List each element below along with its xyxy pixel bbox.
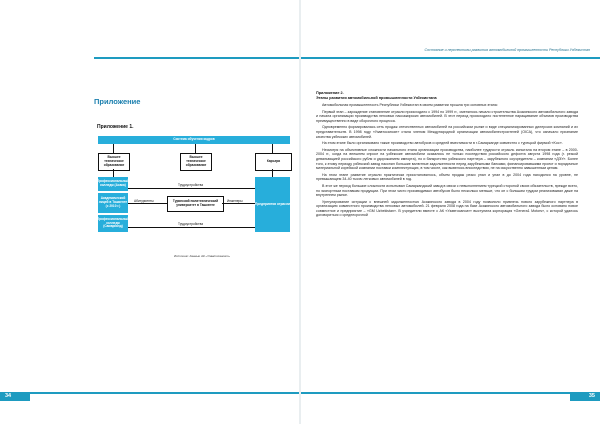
label-bachelors: Абитуриенты bbox=[134, 199, 154, 203]
diagram-box-lyceum: Академический лицей в Ташкенте (с 2010 г.) bbox=[98, 193, 128, 213]
appendix-title: Этапы развития автомобильной промышленности Узбекистана bbox=[316, 95, 437, 100]
footer-rule bbox=[301, 392, 570, 394]
paragraph: Первый этап – зарождение становление отрасли происходило с 1994 по 1999 гг., сменилось начало строительства Асакинского автомобильного завода и начала организации производства легковых пассажирских автомобилей. В этот период происходило постепенное наращивание объемов производства преимущественно в виде сборочного процесса. bbox=[316, 109, 578, 123]
page-number-right: 35 bbox=[588, 393, 595, 399]
page-heading: Приложение bbox=[94, 97, 141, 106]
paragraph: Несмотря на объективные сложности начального этапа организации производства, наиболее трудности отрасль испытала на втором этапе – в 2000-2004 гг., когда на внешнем спросе на узбекские автомобили оказались не только последствия российского дефолта августа 1998 года (г. резкой девальвацией российского рубля и удорожанием импорта), но и банкротство узбекского партнера – зарубежного соучредителя – компании «ДЭУ». Более того, к этому периоду узбекский завод накопил большие валютные задолженности перед зарубежными банками, финансировавшими проект и порядочные материальной корейской компании поставки комплектующих, в том числе, как вывелось впоследствии, не на искусственно завышенным ценам. bbox=[316, 147, 578, 171]
connector bbox=[272, 169, 273, 177]
paragraph: Одновременно формировалась сеть продаж отечественных автомобилей на российском рынке и виде специализированных дилерских компаний и их представительств. В 1998 году «Узавтосаноат» стала членом Международной организации автомобилестроителей (OICA), что означало признание качества узбекских автомобилей. bbox=[316, 125, 578, 139]
diagram-box-college-asaka: Профессиональный колледж (Асака) bbox=[98, 177, 128, 191]
appendix-number: Приложение 2. bbox=[316, 91, 344, 95]
connector-engineers bbox=[222, 203, 255, 204]
diagram-source-caption: Источник: данные АК «Узавтосаноат» bbox=[174, 254, 231, 258]
connector bbox=[272, 144, 273, 153]
diagram-box-university: Туринский политехнический университет в Ташкенте bbox=[167, 196, 224, 212]
connector-top-employment bbox=[128, 188, 255, 189]
diagram-box-college-samarkand: Профессиональный колледж (Самарканд) bbox=[98, 215, 128, 232]
body-text bbox=[316, 103, 578, 220]
appendix-number: Приложение 1. bbox=[97, 124, 134, 130]
diagram-title: Система обучения кадров bbox=[98, 136, 290, 144]
running-header: Состояние и перспективы развития автомобильной промышленности Республики Узбекистан bbox=[424, 48, 590, 52]
paragraph: Автомобильная промышленность Республики Узбекистан в своем развитии прошла три основных этапа: bbox=[322, 103, 498, 107]
connector bbox=[113, 144, 114, 153]
label-employment-top: Трудоустройства bbox=[178, 183, 204, 187]
paragraph: Урегулирование ситуации с внешней задолженностью Асакинского завода в 2004 году позволило привлечь нового зарубежного партнера в организацию совместного производства легковых автомобилей. 21 февраля 2008 года на базе Асакинского автомобильного завода было основано новое совместное и предприятие – «GM Uzbekistan». В учредители вместе с АК «Узавтосаноат» выступила корпорация «Genera1 Motors», с которой удалось договориться о среднесрочной bbox=[316, 199, 578, 218]
label-engineers: Инженеры bbox=[227, 199, 243, 203]
connector bbox=[113, 169, 114, 177]
diagram-box-higher-education: Высшее техническое образование bbox=[98, 153, 130, 171]
label-employment-bottom: Трудоустройства bbox=[178, 222, 204, 226]
page-number-left: 34 bbox=[5, 393, 12, 399]
footer-bar bbox=[570, 392, 600, 401]
connector-bottom-employment bbox=[128, 227, 255, 228]
paragraph: В этот же период большие сложности испытывал Самаркандский завод в связи с невыполнением турецкой стороной своих обязательств, прежде всего, по экспортным поставкам продукции. При этом чисто производимых автобусов было несколько меньше, что он с большим трудом реализовывал даже на внутреннем рынке. bbox=[316, 183, 578, 198]
connector bbox=[195, 144, 196, 153]
footer-rule bbox=[30, 392, 299, 394]
diagram-box-enterprises: Предприятия отрасли bbox=[255, 177, 290, 232]
paragraph: На этом этапе развитие отрасли практически приостановилось, объем продаж резко упал и упал в до 2004 года находился на уровне, не превышающем 34-40 тысяч легковых автомобилей в год. bbox=[316, 172, 578, 182]
appendix-2-heading bbox=[316, 91, 437, 100]
header-rule bbox=[301, 57, 600, 59]
paragraph: На этом этапе было организовано также производство автобусов и средней вместимости в г.Самарканде совместно с турецкой фирмой «Koc». bbox=[322, 141, 563, 146]
left-page bbox=[0, 0, 299, 424]
header-rule bbox=[94, 57, 299, 59]
diagram-box-higher-professional: Высшее техническое образование bbox=[180, 153, 212, 171]
diagram-box-career: Карьера bbox=[255, 153, 292, 171]
connector-bachelors bbox=[128, 203, 167, 204]
